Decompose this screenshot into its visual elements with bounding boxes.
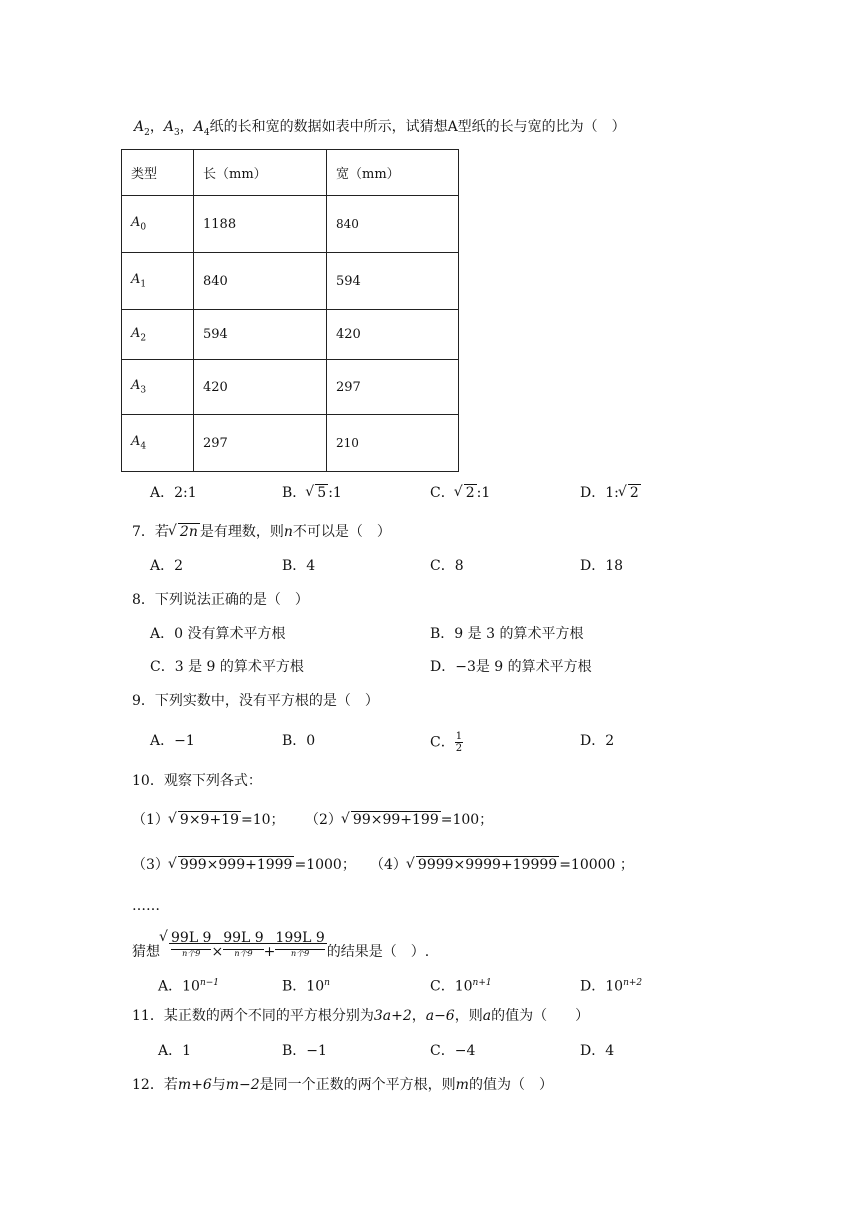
table-row [122,360,459,415]
q7-option-a: A．2 [150,558,184,574]
radicand: 2n [179,524,198,540]
label: （1） [132,812,169,828]
q9-option-a: A．−1 [150,733,195,749]
sub: 3 [173,127,180,138]
term: 99L 9 [223,930,264,946]
underbrace-label: n个9 [171,949,211,958]
sqrt [169,855,295,875]
option-text: :1 [476,485,491,501]
result: =100； [440,812,494,828]
q6-option-a [150,483,197,503]
q8-stem: 8．下列说法正确的是（ ） [132,592,309,608]
q9-stem: 9．下列实数中，没有平方根的是（ ） [132,693,379,709]
q11-stem [132,1006,589,1026]
q10-option-c [430,973,492,997]
operator: + [263,944,276,960]
text: 11．某正数的两个不同的平方根分别为 [132,1008,374,1024]
q10-option-b [282,973,330,997]
q8-option-d: D．−3是 9 的算术平方根 [430,659,592,675]
result: =10； [241,812,285,828]
q10-ellipsis: …… [132,898,160,914]
q10-expr-1 [132,810,285,830]
header-type: 类型 [122,150,194,196]
option-label: C． [430,485,455,501]
intro-text: 纸的长和宽的数据如表中所示，试猜想A型纸的长与宽的比为（ ） [209,119,626,135]
var-a2: A [134,119,145,135]
term: 99L 9 [171,930,212,946]
exponent: n+2 [623,978,643,988]
q10-expr-3 [132,855,356,875]
label: （4） [370,857,407,873]
q11-option-d: D．4 [580,1043,615,1059]
cell-length: 594 [194,310,327,360]
q10-option-a [158,973,219,997]
radicand: 2 [465,485,475,501]
cell-length: 1188 [194,196,327,253]
var-a4: A [193,119,204,135]
radicand [169,930,327,960]
q12-stem [132,1075,553,1095]
label: （2） [305,812,342,828]
result: =1000； [294,857,356,873]
sub: 4 [140,441,147,452]
table-header-row [122,150,459,196]
underbrace-term [275,928,324,958]
radicand: 9×9+19 [179,812,240,828]
q7-stem [132,522,391,542]
var-a: A [131,215,141,231]
q7-option-d: D．18 [580,558,624,574]
sub: 4 [203,127,210,138]
text: 是有理数，则 [199,524,284,540]
fraction [455,731,463,754]
option-label: A． [158,978,183,995]
underbrace-label: n个9 [275,949,324,958]
q8-option-b: B．9 是 3 的算术平方根 [430,626,584,642]
var-a: A [131,434,141,450]
table-row [122,310,459,360]
text: 12．若 [132,1077,178,1093]
text: 的值为（ ） [491,1008,590,1024]
q11-option-a: A．1 [158,1043,192,1059]
cell-type [122,360,194,415]
operator: × [211,944,224,960]
sub: 0 [140,222,147,233]
radicand: 2 [629,485,639,501]
var-a: A [131,378,141,394]
var-a: a [482,1008,492,1024]
var-a: A [131,325,141,341]
sqrt [455,483,477,503]
option-text: 2:1 [174,485,197,501]
exponent: n [324,978,330,988]
cell-width: 210 [327,415,459,472]
base: 10 [454,978,473,995]
expression: m+6 [177,1077,212,1093]
expression: 3a+2 [373,1008,412,1024]
sep: ， [149,119,164,135]
text: ，则 [454,1008,483,1024]
q9-option-c [430,731,463,754]
cell-width: 594 [327,253,459,310]
sqrt [306,483,328,503]
paper-size-table [121,149,459,472]
q9-option-d: D．2 [580,733,615,749]
option-label: C． [430,734,455,751]
cell-type [122,253,194,310]
cell-width: 420 [327,310,459,360]
option-label: D． [580,485,606,501]
q8-option-a: A．0 没有算术平方根 [150,626,286,642]
q7-option-c: C．8 [430,558,464,574]
var-n: n [283,524,293,540]
sqrt [619,483,641,503]
var-a3: A [163,119,174,135]
cell-length: 297 [194,415,327,472]
header-width: 宽（mm） [327,150,459,196]
base: 10 [306,978,325,995]
option-text: 1: [605,485,619,501]
cell-type [122,415,194,472]
q11-option-c: C．−4 [430,1043,476,1059]
sqrt [169,810,241,830]
table-row [122,253,459,310]
text: 的结果是（ ）. [326,944,430,960]
radicand: 999×999+1999 [179,857,293,873]
q10-stem: 10．观察下列各式： [132,773,262,789]
sqrt [342,810,441,830]
radicand: 99×99+199 [352,812,439,828]
q7-option-b: B．4 [282,558,316,574]
q6-option-b [282,483,342,503]
expression: a−6 [425,1008,455,1024]
q10-expr-2 [305,810,493,830]
term: 199L 9 [275,930,325,946]
option-label: B． [282,978,307,995]
underbrace-term [223,928,263,958]
text: 7．若 [132,524,169,540]
q6-option-c [430,483,490,503]
sqrt [169,522,200,542]
option-label: B． [282,485,307,501]
q9-option-b: B．0 [282,733,316,749]
q10-option-d [580,973,642,997]
text: 是同一个正数的两个平方根，则 [259,1077,456,1093]
cell-type [122,196,194,253]
text: 的值为（ ） [468,1077,553,1093]
q10-expr-4 [370,855,634,875]
text: 猜想 [132,944,160,960]
label: （3） [132,857,169,873]
sep: ， [179,119,194,135]
var-m: m [455,1077,469,1093]
radicand: 9999×9999+19999 [417,857,558,873]
sqrt [407,855,559,875]
base: 10 [605,978,624,995]
sub: 2 [144,127,150,138]
result: =10000 ； [559,857,634,873]
table-row [122,415,459,472]
option-label: D． [580,978,606,995]
sqrt [160,928,327,962]
option-text: :1 [328,485,342,501]
option-label: C． [430,978,455,995]
cell-width: 840 [327,196,459,253]
numerator: 1 [455,731,463,742]
expression: m−2 [225,1077,260,1093]
cell-width: 297 [327,360,459,415]
q10-guess [132,928,429,962]
var-a: A [131,272,141,288]
cell-type [122,310,194,360]
text: 与 [211,1077,226,1093]
intro-line [134,117,626,143]
header-length: 长（mm） [194,150,327,196]
exponent: n+1 [472,978,492,988]
cell-length: 420 [194,360,327,415]
q8-option-c: C．3 是 9 的算术平方根 [150,659,304,675]
base: 10 [182,978,200,995]
denominator: 2 [455,743,463,754]
q11-option-b: B．−1 [282,1043,327,1059]
underbrace-label: n个9 [223,949,263,958]
radicand: 5 [317,485,327,501]
cell-length: 840 [194,253,327,310]
text: 不可以是（ ） [292,524,391,540]
sep: ， [411,1008,426,1024]
sub: 1 [140,279,147,290]
option-label: A． [150,485,175,501]
sub: 3 [140,385,147,396]
table-row [122,196,459,253]
underbrace-term [171,928,211,958]
exponent: n−1 [199,978,220,988]
sub: 2 [140,333,147,344]
q6-option-d [580,483,641,503]
